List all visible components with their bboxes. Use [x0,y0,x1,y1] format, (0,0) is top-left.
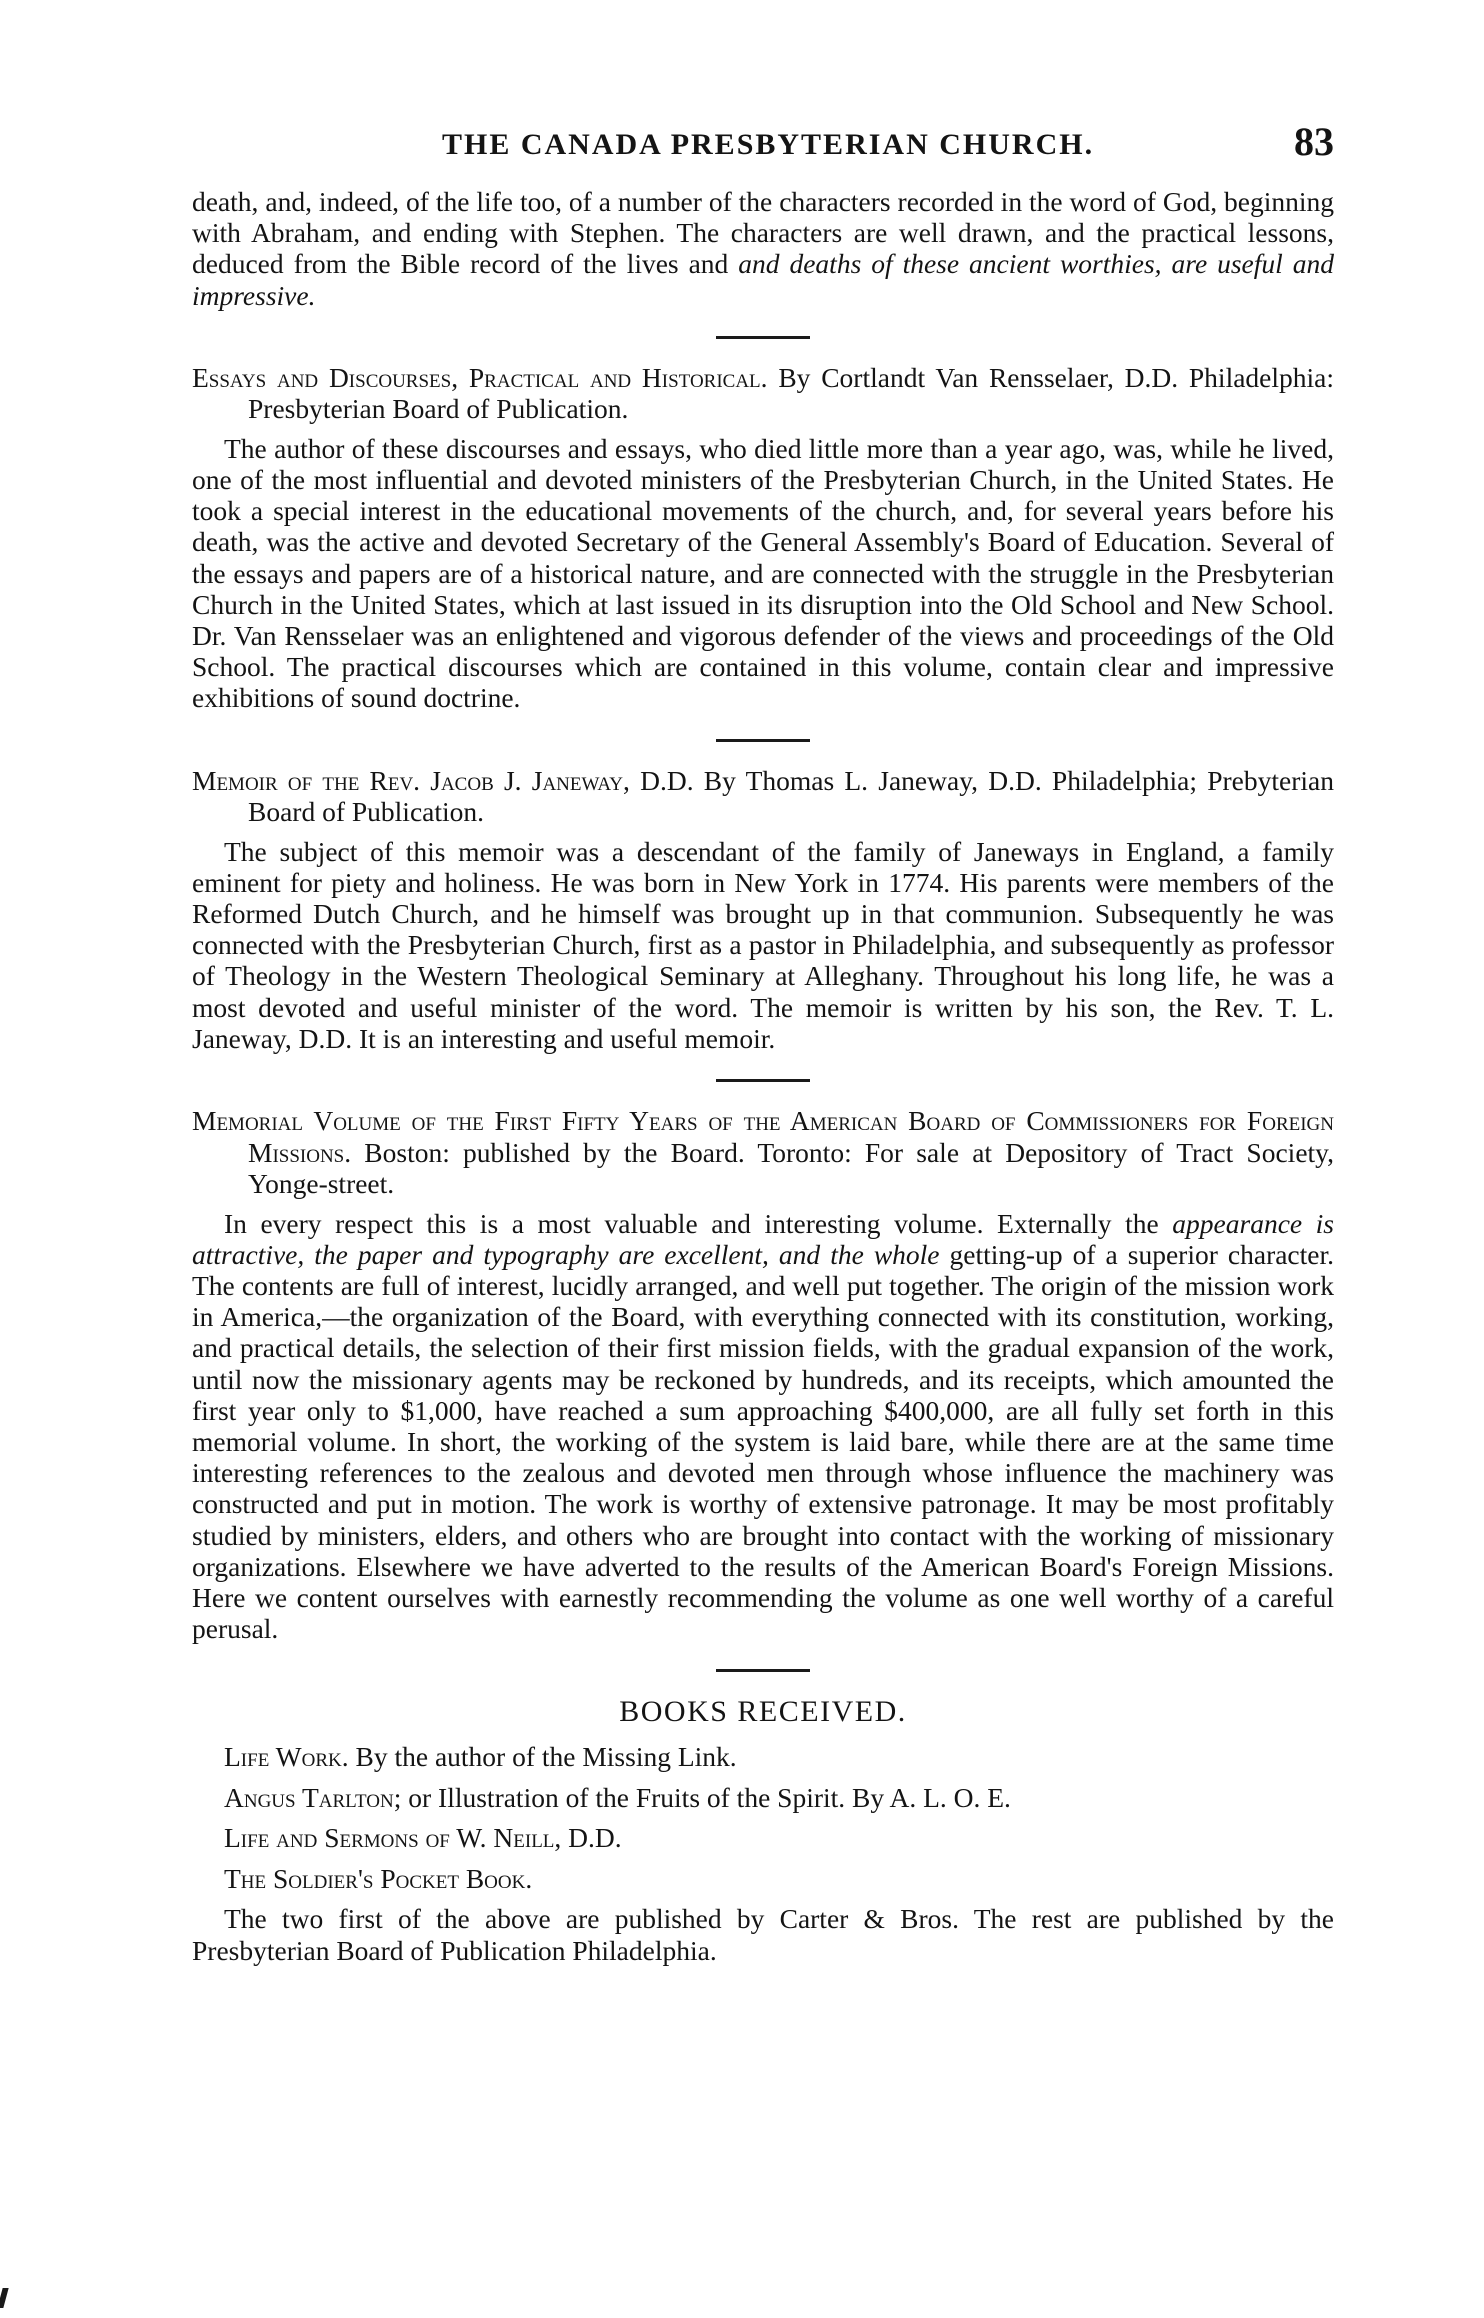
section-divider [716,739,810,742]
book-item [224,1822,1334,1854]
book-item [224,1863,1334,1895]
book-title: The Soldier's Pocket Book. [224,1862,533,1894]
review-title-caps: Memoir of the Rev. Jacob J. Janeway, D.D. [192,764,694,796]
review-title-caps: Essays and Discourses, Practical and Historical. [192,361,768,393]
book-title: Angus Tarlton [224,1781,394,1813]
section-divider [716,1079,810,1082]
book-item [224,1741,1334,1773]
review-title-caps: Memorial Volume of the First Fifty Years of the American Board of Commissioners for Foreign Missions. [192,1105,1334,1168]
books-received-note: The two first of the above are published by Carter & Bros. The rest are published by the Presbyterian Board of Publication Philadelphia. [192,1903,1334,1966]
running-title: THE CANADA PRESBYTERIAN CHURCH. [442,128,1095,161]
continued-paragraph [192,186,1334,311]
review-body: The author of these discourses and essays, who died little more than a year ago, was, while he lived, one of the most influential and devoted ministers of the Presbyterian Church, in the United States. He took a special interest in the educational movements of the church, and, for several years before his death, was the active and devoted Secretary of the General Assembly's Board of Education. Several of the essays and papers are of a historical nature, and are connected with the struggle in the Presbyterian Church in the United States, which at last issued in its disruption into the Old School and New School. Dr. Van Rensselaer was an enlightened and vigorous defender of the views and proceedings of the Old School. The practical discourses which are contained in this volume, contain clear and impressive exhibitions of sound doctrine. [192,432,1334,714]
book-item [224,1782,1334,1814]
page-header [192,118,1334,180]
section-divider [716,336,810,339]
review-title [192,765,1334,828]
review-body-text: getting-up of a superior character. The contents are full of interest, lucidly arranged, and well put together. The origin of the mission work in America,—the organization of the Board, with everything connected with its constitution, working, and practical details, the selection of their first mission fields, with the gradual expansion of the work, until now the missionary agents may be reckoned by hundreds, and its receipts, which amounted the first year only to $1,000, have reached a sum approaching $400,000, are all fully set forth in this memorial volume. In short, the working of the system is laid bare, while there are at the same time interesting references to the zealous and devoted men through whose influence the machinery was constructed and put in motion. The work is worthy of extensive patronage. It may be most profitably studied by ministers, elders, and others who are brought into contact with the working of missionary organizations. Elsewhere we have adverted to the results of the American Board's Foreign Missions. Here we content ourselves with earnestly recommending the volume as one well worthy of a careful perusal. [192,1238,1335,1645]
review-body-italic: appearance is attractive, the paper and typography are excellent, and the whole [192,1207,1334,1270]
review-body: The subject of this memoir was a descendant of the family of Janeways in England, a family eminent for piety and holiness. He was born in New York in 1774. His parents were members of the Reformed Dutch Church, and he himself was brought up in that communion. Subsequently he was connected with the Presbyterian Church, first as a pastor in Philadelphia, and subsequently as professor of Theology in the Western Theological Seminary at Alleghany. Throughout his long life, he was a most devoted and useful minister of the word. The memoir is written by his son, the Rev. T. L. Janeway, D.D. It is an interesting and useful memoir. [192,835,1334,1054]
book-title: Life and Sermons of W. Neill, [224,1822,562,1854]
review-title [192,1105,1334,1200]
review-title-rest: By Thomas L. Janeway, D.D. Philadelphia; Prebyterian Board of Publication. [248,764,1334,828]
continued-text: death, and, indeed, of the life too, of a number of the characters recorded in the word of God, beginning with Abraham, and ending with Stephen. The characters are well drawn, and the practical lessons, deduced from the Bible record of the lives and [192,186,1334,280]
page [192,118,1334,1966]
page-number: 83 [1294,119,1334,164]
book-details: ; or Illustration of the Fruits of the Spirit. By A. L. O. E. [393,1781,1011,1813]
book-details: D.D. [561,1822,622,1854]
book-details: By the author of the Missing Link. [348,1741,737,1773]
continued-text-italic: and deaths of these ancient worthies, are useful and impressive. [192,248,1335,311]
review-title-rest: By Cortlandt Van Rensselaer, D.D. Philadelphia: Presbyterian Board of Publication. [248,361,1334,425]
section-divider [716,1669,810,1672]
book-title: Life Work. [224,1741,349,1773]
review-body-text: In every respect this is a most valuable and interesting volume. Externally the [224,1207,1173,1239]
review-body [192,1208,1334,1645]
review-title [192,362,1334,425]
books-received-heading: BOOKS RECEIVED. [619,1695,907,1729]
review-title-rest: Boston: published by the Board. Toronto: For sale at Depository of Tract Society, Yonge-street. [248,1136,1334,1200]
margin-mark [0,2288,9,2308]
